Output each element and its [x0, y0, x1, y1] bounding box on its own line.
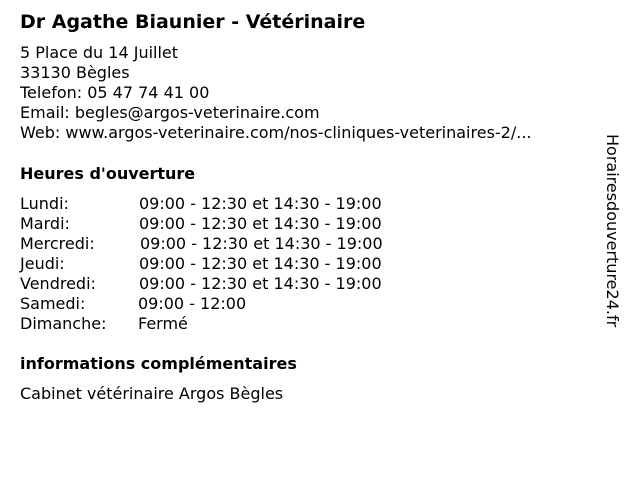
time-value: 09:00 - 12:30 et 14:30 - 19:00: [139, 254, 382, 273]
time-value: 09:00 - 12:30 et 14:30 - 19:00: [139, 194, 382, 213]
address-street: 5 Place du 14 Juillet: [20, 43, 179, 62]
page-title: Dr Agathe Biaunier - Vétérinaire: [20, 11, 366, 33]
opening-hours-heading: Heures d'ouverture: [20, 164, 196, 183]
day-label: Vendredi:: [20, 274, 96, 293]
hours-row-friday: [20, 274, 440, 294]
day-label: Dimanche:: [20, 314, 107, 333]
hours-row-wednesday: [20, 234, 440, 254]
hours-row-monday: [20, 194, 440, 214]
day-label: Mercredi:: [20, 234, 95, 253]
contact-block: [20, 43, 532, 143]
additional-info-text: Cabinet vétérinaire Argos Bègles: [20, 384, 284, 403]
web-line: Web: www.argos-veterinaire.com/nos-cliniques-veterinaires-2/...: [20, 123, 532, 142]
day-label: Lundi:: [20, 194, 69, 213]
hours-row-thursday: [20, 254, 440, 274]
opening-hours-table: [20, 194, 440, 334]
address-city: 33130 Bègles: [20, 63, 130, 82]
time-value: 09:00 - 12:30 et 14:30 - 19:00: [139, 274, 382, 293]
time-value: Fermé: [138, 314, 188, 333]
site-watermark[interactable]: Horairesdouverture24.fr: [603, 134, 622, 328]
phone-line: Telefon: 05 47 74 41 00: [20, 83, 210, 102]
time-value: 09:00 - 12:30 et 14:30 - 19:00: [140, 234, 383, 253]
day-label: Mardi:: [20, 214, 70, 233]
hours-row-tuesday: [20, 214, 440, 234]
day-label: Jeudi:: [20, 254, 65, 273]
time-value: 09:00 - 12:30 et 14:30 - 19:00: [139, 214, 382, 233]
hours-row-saturday: [20, 294, 440, 314]
additional-info-heading: informations complémentaires: [20, 354, 297, 373]
day-label: Samedi:: [20, 294, 86, 313]
hours-row-sunday: [20, 314, 440, 334]
time-value: 09:00 - 12:00: [138, 294, 247, 313]
email-line: Email: begles@argos-veterinaire.com: [20, 103, 320, 122]
